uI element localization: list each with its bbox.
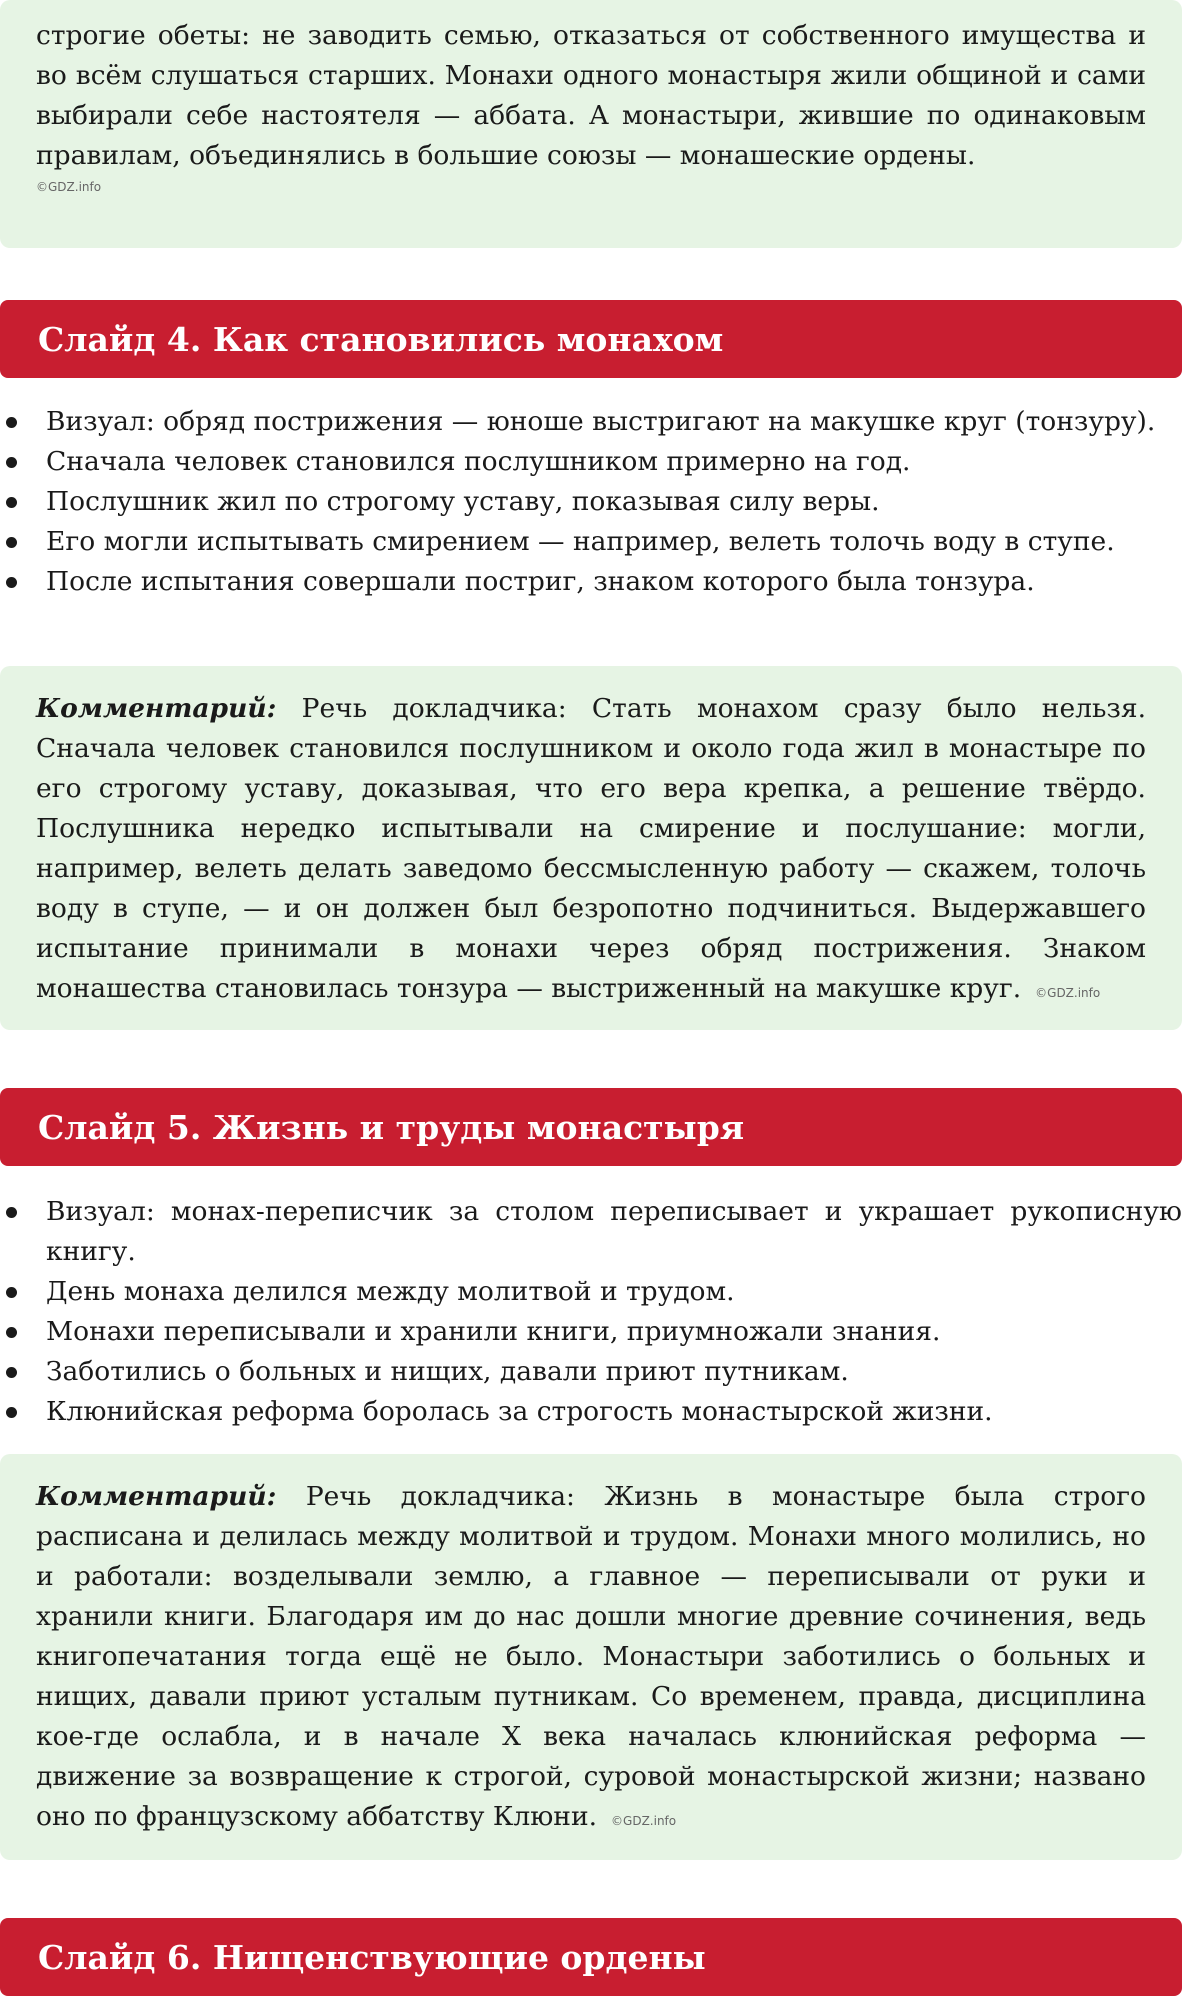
slide-4-comment [36,689,1146,1013]
bullet-item: Послушник жил по строгому уставу, показывая силу веры. [46,482,1182,522]
watermark-label: ©GDZ.info [611,1814,677,1828]
watermark-label: ©GDZ.info [1035,986,1101,1000]
bullet-item: Сначала человек становился послушником примерно на год. [46,442,1182,482]
comment-text: Речь докладчика: Стать монахом сразу было нельзя. Сначала человек становился послушником и около года жил в монастыре по его строгому уставу, доказывая, что его вера крепка, а решение твёрдо. Послушника нередко испытывали на смирение и послушание: могли, например, велеть делать заведомо бессмысленную работу — скажем, толочь воду в ступе, — и он должен был безропотно подчиниться. Выдержавшего испытание принимали в монахи через обряд пострижения. Знаком монашества становилась тонзура — выстриженный на макушке круг. [36,693,1146,1004]
slide-6-title: Слайд 6. Нищенствующие ордены [38,1937,706,1977]
slide-5-title: Слайд 5. Жизнь и труды монастыря [38,1107,745,1147]
slide-4-title: Слайд 4. Как становились монахом [38,319,724,359]
bullet-item: Монахи переписывали и хранили книги, приумножали знания. [46,1312,1182,1352]
comment-label: Комментарий: [36,1481,277,1512]
intro-text: строгие обеты: не заводить семью, отказаться от собственного имущества и во всём слушаться старших. Монахи одного монастыря жили общиной и сами выбирали себе настоятеля — аббата. А монастыри, жившие по одинаковым правилам, объединялись в большие союзы — монашеские ордены. [36,20,1146,171]
bullet-item: День монаха делился между молитвой и трудом. [46,1272,1182,1312]
bullet-item: Клюнийская реформа боролась за строгость монастырской жизни. [46,1392,1182,1432]
comment-text: Речь докладчика: Жизнь в монастыре была строго расписана и делилась между молитвой и трудом. Монахи много молились, но и работали: возделывали землю, а главное — переписывали от руки и хранили книги. Благодаря им до нас дошли многие древние сочинения, ведь книгопечатания тогда ещё не было. Монастыри заботились о больных и нищих, давали приют усталым путникам. Со временем, правда, дисциплина кое-где ослабла, и в начале X века началась клюнийская реформа — движение за возвращение к строгой, суровой монастырской жизни; названо оно по французскому аббатству Клюни. [36,1481,1146,1832]
slide-5-header [0,1088,1182,1166]
bullet-item: Визуал: монах-переписчик за столом переписывает и украшает рукописную книгу. [46,1192,1182,1272]
slide-6-header [0,1918,1182,1996]
slide-4-bullet-list [0,402,1182,602]
intro-comment-box [0,0,1182,248]
slide-5-comment-box [0,1454,1182,1860]
slide-4-header [0,300,1182,378]
bullet-item: Его могли испытывать смирением — например, велеть толочь воду в ступе. [46,522,1182,562]
watermark-label: ©GDZ.info [36,180,102,194]
bullet-item: После испытания совершали постриг, знаком которого была тонзура. [46,562,1182,602]
bullet-item: Заботились о больных и нищих, давали приют путникам. [46,1352,1182,1392]
bullet-item: Визуал: обряд пострижения — юноше выстригают на макушке круг (тонзуру). [46,402,1182,442]
slide-4-comment-box [0,666,1182,1030]
slide-5-comment [36,1477,1146,1841]
slide-5-bullet-list [0,1192,1182,1432]
comment-label: Комментарий: [36,693,277,724]
